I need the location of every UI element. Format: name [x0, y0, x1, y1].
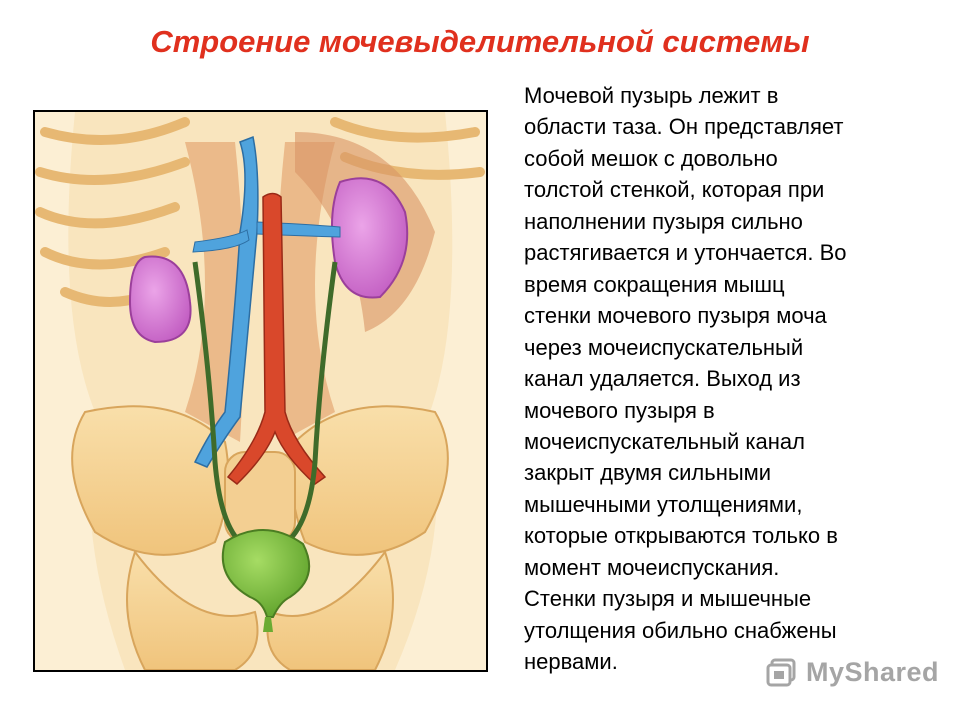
slide-title: Строение мочевыделительной системы [150, 24, 810, 59]
body-paragraph: Мочевой пузырь лежит в области таза. Он представляет собой мешок с довольно толстой стенкой, которая при наполнении пузыря сильно растягивается и утончается. Во время сокращения мышц стенки мочевого пузыря моча через мочеиспускательный канал удаляется. Выход из мочевого пузыря в мочеиспускательный канал закрыт двумя сильными мышечными утолщениями, которые открываются только в момент мочеиспускания. Стенки пузыря и мышечные утолщения обильно снабжены нервами. [524, 83, 847, 675]
myshared-watermark [766, 656, 939, 688]
myshared-logo-icon [766, 656, 798, 688]
urinary-system-illustration [33, 110, 488, 672]
watermark-text: MyShared [806, 656, 940, 687]
